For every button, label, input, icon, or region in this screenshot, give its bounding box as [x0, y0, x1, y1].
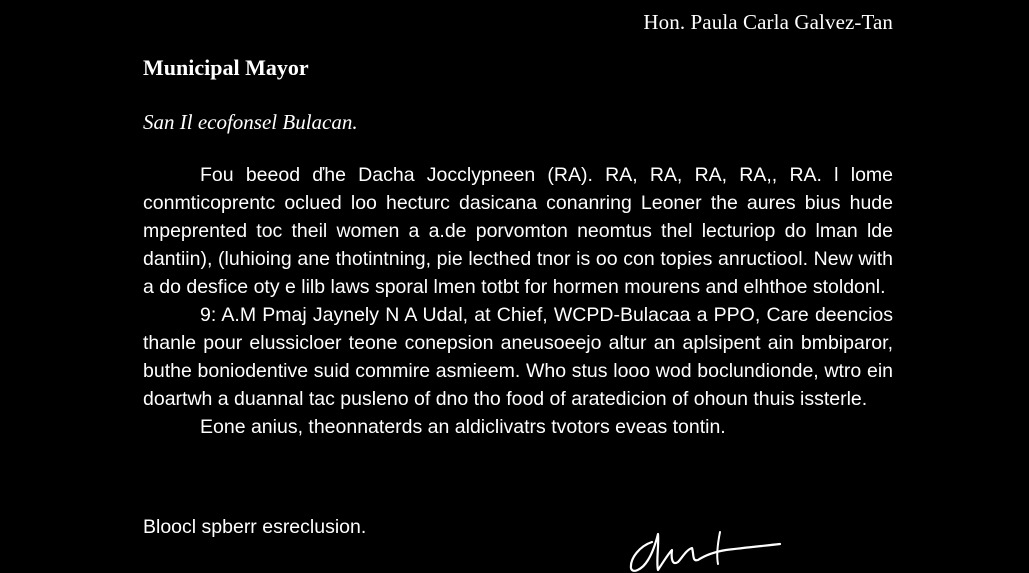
- closing-line: Bloocl spberr esreclusion.: [143, 516, 367, 538]
- recipient-address: San Il ecofonsel Bulacan.: [143, 110, 358, 134]
- body-paragraph-3: Eone anius, theonnaterds an aldiclivatrs tvotors eveas tontin.: [200, 416, 726, 438]
- recipient-title: Municipal Mayor: [143, 55, 309, 80]
- body-paragraph-1: Fou beeod ďhe Dacha Jocclypneen (RA). RA, RA, RA, RA,, RA. l lome conmticoprentc oclued loo hecturc dasicana conanring Leoner the aures bius hude mpeprented toc theil women a a.de porvomton neomtus thel lecturiop do lman lde dantiin), (luhioing ane thotintning, pie lecthed tnor is oo con topies anructiool. New with a do desfice oty e lilb laws sporal lmen totbt for hormen mourens and elhthoe stoldonl.: [143, 164, 893, 298]
- body-paragraph-2: 9: A.M Pmaj Jaynely N A Udal, at Chief, WCPD-Bulacaa a PPO, Care deencios thanle pour elussicloer teone conepsion aneusoeejo altur an aplsipent ain bmbiparor, buthe boniodentive suid commire asmieem. Who stus looo wod boclundionde, wtro ein doartwh a duannal tac pusleno of dno tho food of aratedicion of ohoun thuis issterle.: [143, 304, 893, 410]
- recipient-name: Hon. Paula Carla Galvez-Tan: [643, 10, 893, 34]
- letter-body: [143, 161, 893, 441]
- signature-icon: [622, 524, 792, 573]
